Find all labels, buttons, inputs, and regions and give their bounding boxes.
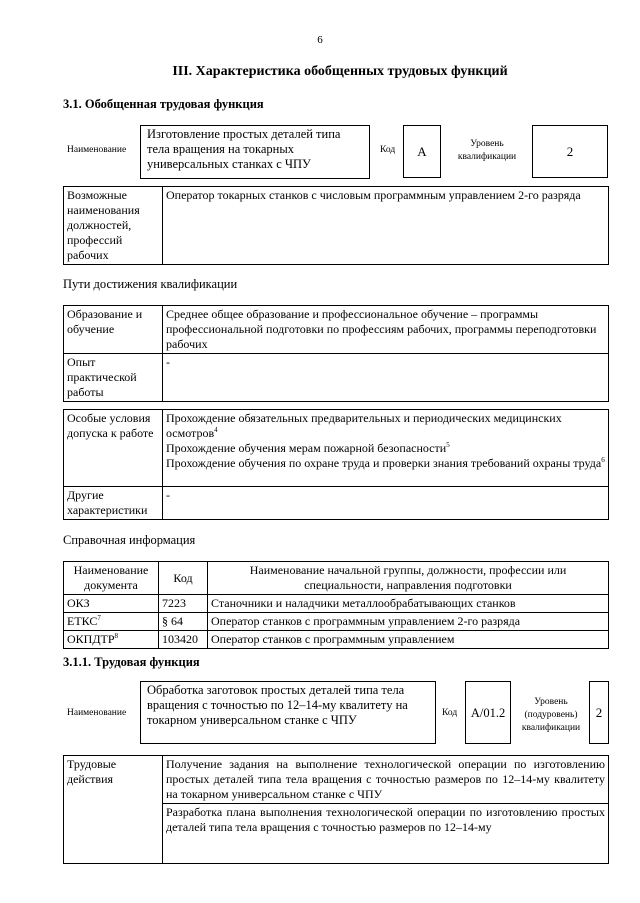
ref-code: 7223 [159, 595, 208, 613]
education-label: Образование и обучение [64, 306, 163, 354]
tf-heading: 3.1.1. Трудовая функция [63, 655, 200, 669]
ref-doc: ОКПДТР$^8$ [64, 631, 159, 649]
tf-code-label: Код [442, 708, 458, 718]
ref-doc: ЕТКС$^7$ [64, 613, 159, 631]
tf-name-box [140, 681, 436, 744]
reference-heading: Справочная информация [63, 533, 196, 547]
positions-table [63, 186, 609, 265]
table-row [64, 631, 609, 649]
condition-line-1: Прохождение обязательных предварительных и периодических медицинских осмотров [166, 411, 562, 440]
ref-col-doc: Наименование документа [64, 562, 159, 595]
positions-label: Возможные наименования должностей, профессий рабочих [64, 187, 163, 265]
ref-doc: ОКЗ [64, 595, 159, 613]
experience-value: - [163, 354, 609, 402]
actions-label: Трудовые действия [64, 756, 163, 864]
ref-code: 103420 [159, 631, 208, 649]
footnote-5: 5 [446, 441, 450, 449]
gtf-heading: 3.1. Обобщенная трудовая функция [63, 97, 264, 111]
condition-line-2: Прохождение обучения мерам пожарной безопасности [166, 441, 447, 455]
ref-code: § 64 [159, 613, 208, 631]
gtf-name-value: Изготовление простых деталей типа тела вращения на токарных универсальных станках с ЧПУ [147, 127, 341, 171]
tf-code-value: А/01.2 [465, 681, 511, 744]
conditions-label: Особые условия допуска к работе [64, 410, 163, 487]
other-label: Другие характеристики [64, 487, 163, 520]
reference-table [63, 561, 609, 649]
gtf-level-label: Уровень квалификации [457, 139, 517, 162]
table-row [64, 613, 609, 631]
ref-col-name: Наименование начальной группы, должности, профессии или специальности, направления подготовки [208, 562, 609, 595]
table-row [64, 595, 609, 613]
gtf-code-value: А [403, 125, 441, 178]
tf-name-label: Наименование [67, 708, 127, 718]
gtf-level-value: 2 [532, 125, 608, 178]
action-item-1: Получение задания на выполнение технологической операции по изготовлению простых деталей типа тела вращения с точностью размеров по 12–14-му квалитету на токарном универсальном станке с ЧПУ [163, 756, 609, 804]
other-value: - [163, 487, 609, 520]
gtf-code-label: Код [380, 145, 396, 155]
gtf-name-label: Наименование [67, 145, 127, 155]
footnote-6: 6 [601, 456, 605, 464]
paths-table [63, 305, 609, 402]
footnote-4: 4 [214, 426, 218, 434]
tf-name-value: Обработка заготовок простых деталей типа тела вращения с точностью по 12–14-му квалитету на токарном универсальном станке с ЧПУ [147, 683, 408, 727]
experience-label: Опыт практической работы [64, 354, 163, 402]
ref-name: Оператор станков с программным управлением [208, 631, 609, 649]
education-value: Среднее общее образование и профессиональное обучение – программы профессиональной подготовки по профессиям рабочих, программы переподготовки рабочих [163, 306, 609, 354]
actions-table [63, 755, 609, 864]
tf-level-label: Уровень (подуровень) квалификации [521, 697, 581, 733]
section-title: III. Характеристика обобщенных трудовых функций [172, 64, 508, 79]
conditions-value [163, 410, 609, 487]
positions-value: Оператор токарных станков с числовым программным управлением 2-го разряда [163, 187, 609, 265]
gtf-name-box [140, 125, 370, 179]
conditions-table [63, 409, 609, 520]
action-item-2: Разработка плана выполнения технологической операции по изготовлению простых деталей типа тела вращения с точностью размеров по 12–14-му [163, 804, 609, 864]
paths-heading: Пути достижения квалификации [63, 277, 238, 291]
page-number: 6 [317, 34, 323, 46]
ref-name: Оператор станков с программным управлением 2-го разряда [208, 613, 609, 631]
ref-col-code: Код [159, 562, 208, 595]
ref-name: Станочники и наладчики металлообрабатывающих станков [208, 595, 609, 613]
condition-line-3: Прохождение обучения по охране труда и проверки знания требований охраны труда [166, 456, 602, 470]
tf-level-value: 2 [589, 681, 609, 744]
